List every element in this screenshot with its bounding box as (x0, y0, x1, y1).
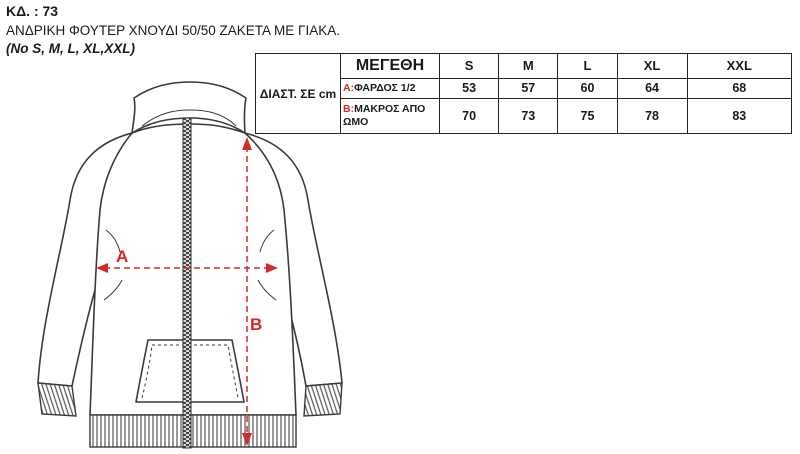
value-b-s: 70 (440, 98, 499, 133)
value-b-xxl: 83 (687, 98, 791, 133)
value-a-xxl: 68 (687, 78, 791, 98)
size-col-m: M (499, 54, 558, 79)
size-col-s: S (440, 54, 499, 79)
right-cuff (304, 383, 342, 416)
label-a: A (116, 247, 129, 266)
value-b-m: 73 (499, 98, 558, 133)
size-header: ΜΕΓΕΘΗ (341, 54, 440, 79)
value-a-m: 57 (499, 78, 558, 98)
value-b-xl: 78 (617, 98, 687, 133)
size-col-l: L (558, 54, 617, 79)
product-description: ΑΝΔΡΙΚΗ ΦΟΥΤΕΡ ΧΝΟΥΔΙ 50/50 ΖΑΚΕΤΑ ΜΕ ΓΙΑΚΑ. (6, 23, 340, 38)
value-a-l: 60 (558, 78, 617, 98)
value-b-l: 75 (558, 98, 617, 133)
available-sizes: (No S, M, L, XL,XXL) (6, 41, 135, 56)
measurement-name-a: ΦΑΡΔΟΣ 1/2 (354, 81, 416, 94)
product-code: ΚΔ. : 73 (6, 3, 59, 19)
measurement-key-b: B: (343, 102, 355, 115)
value-a-s: 53 (440, 78, 499, 98)
size-col-xxl: XXL (687, 54, 791, 79)
left-cuff (38, 383, 76, 416)
value-a-xl: 64 (617, 78, 687, 98)
measurement-name-b: ΜΑΚΡΟΣ ΑΠΟ ΩΜΟ (343, 102, 426, 128)
front-zipper (183, 118, 191, 448)
dimension-label: ΔΙΑΣΤ. ΣΕ cm (256, 54, 341, 134)
measurement-key-a: A: (343, 81, 355, 94)
size-col-xl: XL (617, 54, 687, 79)
label-b: B (250, 315, 263, 334)
waistband (90, 415, 296, 447)
